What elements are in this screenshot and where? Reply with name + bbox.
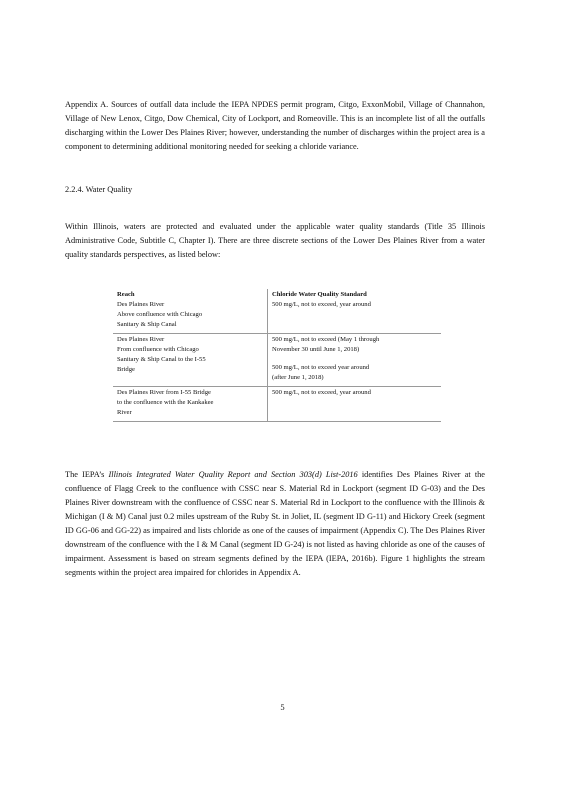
column-header-standard: Chloride Water Quality Standard (272, 291, 367, 298)
table-cell-reach (113, 387, 268, 422)
reach-line: Des Plaines River (117, 336, 165, 343)
standard-line: 500 mg/L, not to exceed, year around (272, 389, 371, 396)
cell-spacer (272, 355, 437, 363)
reach-line: River (117, 409, 132, 416)
reach-line: From confluence with Chicago (117, 346, 199, 353)
chloride-standards-table (113, 289, 441, 422)
reach-line: Des Plaines River (117, 301, 165, 308)
report-title: Illinois Integrated Water Quality Report and Section 303(d) List-2016 (108, 470, 358, 479)
table-cell-standard (268, 387, 442, 422)
table-row (113, 289, 441, 334)
table-cell-reach (113, 334, 268, 387)
paragraph-outfall-sources: Appendix A. Sources of outfall data include the IEPA NPDES permit program, Citgo, ExxonMobil, Village of Channahon, Village of New Lenox, Citgo, Dow Chemical, City of Lockport, and Romeoville. This is an incomplete list of all the outfalls discharging within the Lower Des Plaines River; however, understanding the number of discharges within the project area is a component to determining additional monitoring needed for seeking a chloride variance. (65, 100, 485, 151)
section-heading-water-quality: 2.2.4. Water Quality (65, 185, 133, 194)
reach-line: Sanitary & Ship Canal (117, 321, 177, 328)
reach-line: Above confluence with Chicago (117, 311, 203, 318)
page-number: 5 (280, 702, 285, 712)
column-header-reach: Reach (117, 291, 135, 298)
standard-line: 500 mg/L, not to exceed (May 1 through (272, 336, 380, 343)
reach-line: to the confluence with the Kankakee (117, 399, 214, 406)
table-cell-standard (268, 334, 442, 387)
paragraph-impairment (65, 468, 485, 580)
reach-line: Bridge (117, 366, 135, 373)
table-cell-reach (113, 289, 268, 334)
standard-line: November 30 until June 1, 2018) (272, 346, 360, 353)
paragraph-impairment-post: identifies Des Plaines River at the confluence of Flagg Creek to the confluence with CSSC near S. Material Rd in Lockport (segment ID G-03) and the Des Plaines River downstream with the confluence of CSSC near S. Material Rd in Lockport to the confluence with the Illinois & Michigan (I & M) Canal just 0.2 miles upstream of the Ruby St. in Joliet, IL (segment ID G-11) and Hickory Creek (segment ID GG-06 and GG-22) as impaired and lists chloride as one of the causes of impairment (Appendix C). The Des Plaines River downstream of the confluence with the I & M Canal (segment ID G-24) is not listed as having chloride as one of the causes of impairment. Assessment is based on stream segments defined by the IEPA (IEPA, 2016b). Figure 1 highlights the stream segments within the project area impaired for chlorides in Appendix A. (65, 470, 485, 577)
table-cell-standard (268, 289, 442, 334)
table-row (113, 334, 441, 387)
standard-line: (after June 1, 2018) (272, 374, 324, 381)
standard-line: 500 mg/L, not to exceed, year around (272, 301, 371, 308)
table-row (113, 387, 441, 422)
paragraph-water-quality-intro: Within Illinois, waters are protected and evaluated under the applicable water quality standards (Title 35 Illinois Administrative Code, Subtitle C, Chapter I). There are three discrete sections of the Lower Des Plaines River from a water quality standards perspectives, as listed below: (65, 222, 485, 259)
reach-line: Des Plaines River from I-55 Bridge (117, 389, 211, 396)
paragraph-impairment-pre: The IEPA’s (65, 470, 109, 479)
reach-line: Sanitary & Ship Canal to the I-55 (117, 356, 206, 363)
standard-line: 500 mg/L, not to exceed year around (272, 364, 370, 371)
